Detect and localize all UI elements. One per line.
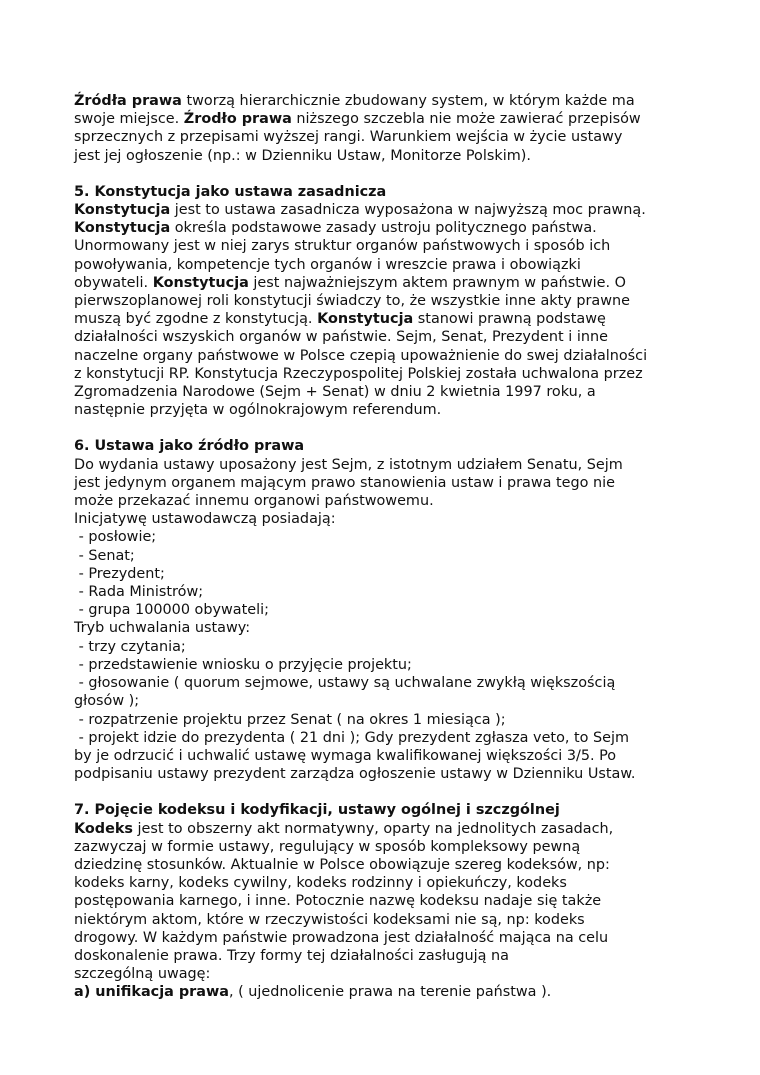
text-line: z konstytucji RP. Konstytucja Rzeczypospolitej Polskiej została uchwalona przez [74,365,643,382]
text-line: Tryb uchwalania ustawy: [74,620,251,637]
section-6 [74,437,704,783]
text-line: Źródła prawa tworzą hierarchicznie zbudowany system, w którym każde ma [74,93,635,109]
list-item: - Rada Ministrów; [74,584,204,601]
text-line: sprzecznych z przepisami wyższej rangi. Warunkiem wejścia w życie ustawy [74,129,623,146]
bold-term: Źrodło prawa [183,111,292,128]
text-line: może przekazać innemu organowi państwowemu. [74,493,434,510]
text-line: Konstytucja określa podstawowe zasady ustroju politycznego państwa. [74,220,597,237]
bold-term: Konstytucja [74,202,171,219]
text-line: Zgromadzenia Narodowe (Sejm + Senat) w dniu 2 kwietnia 1997 roku, a [74,384,596,401]
text-line: postępowania karnego, i inne. Potocznie nazwę kodeksu nadaje się także [74,893,602,910]
text-line: Kodeks jest to obszerny akt normatywny, oparty na jednolitych zasadach, [74,820,614,837]
text-line: głosów ); [74,693,140,710]
bold-term: Konstytucja [317,311,414,328]
text-line: naczelne organy państwowe w Polsce czepią upoważnienie do swej działalności [74,347,648,364]
list-item: - grupa 100000 obywateli; [74,602,269,619]
text-line: Konstytucja jest to ustawa zasadnicza wyposażona w najwyższą moc prawną. [74,202,646,219]
section-heading: 5. Konstytucja jako ustawa zasadnicza [74,183,387,200]
text-line: jest jedynym organem mającym prawo stanowienia ustaw i prawa tego nie [74,474,616,491]
section-7 [74,801,704,1001]
text-line: powoływania, kompetencje tych organów i wreszcie prawa i obowiązki [74,256,581,273]
bold-term: a) unifikacja prawa [74,984,229,1001]
intro-paragraph [74,92,704,165]
list-item: - Senat; [74,547,135,564]
list-item: - głosowanie ( quorum sejmowe, ustawy są uchwalane zwykłą większością [74,675,616,692]
bold-term: Konstytucja [74,220,171,237]
text-line: swoje miejsce. Źrodło prawa niższego szczebla nie może zawierać przepisów [74,111,641,128]
text-line: jest jej ogłoszenie (np.: w Dzienniku Ustaw, Monitorze Polskim). [74,147,531,164]
section-5 [74,183,704,420]
list-item: - Prezydent; [74,565,165,582]
text-line: obywateli. Konstytucja jest najważniejszym aktem prawnym w państwie. O [74,274,626,291]
text-line: niektórym aktom, które w rzeczywistości kodeksami nie są, np: kodeks [74,911,585,928]
document-body [74,92,704,1002]
text-line: szczególną uwagę: [74,966,211,983]
section-heading: 7. Pojęcie kodeksu i kodyfikacji, ustawy ogólnej i szczgólnej [74,802,560,819]
list-item: - rozpatrzenie projektu przez Senat ( na okres 1 miesiąca ); [74,711,506,728]
text-line: zazwyczaj w formie ustawy, regulujący w sposób kompleksowy pewną [74,838,581,855]
text-line: pierwszoplanowej roli konstytucji świadczy to, że wszystkie inne akty prawne [74,293,630,310]
list-item: - projekt idzie do prezydenta ( 21 dni ); Gdy prezydent zgłasza veto, to Sejm [74,729,630,746]
text-line: a) unifikacja prawa, ( ujednolicenie prawa na terenie państwa ). [74,984,552,1001]
text-line: by je odrzucić i uchwalić ustawę wymaga kwalifikowanej większości 3/5. Po [74,747,617,764]
list-item: - trzy czytania; [74,638,186,655]
list-item: - posłowie; [74,529,157,546]
text-line: dziedzinę stosunków. Aktualnie w Polsce obowiązuje szereg kodeksów, np: [74,856,610,873]
section-heading: 6. Ustawa jako źródło prawa [74,438,305,455]
text-line: doskonalenie prawa. Trzy formy tej działalności zasługują na [74,947,509,964]
text-line: podpisaniu ustawy prezydent zarządza ogłoszenie ustawy w Dzienniku Ustaw. [74,766,636,783]
text-line: kodeks karny, kodeks cywilny, kodeks rodzinny i opiekuńczy, kodeks [74,875,567,892]
text-line: drogowy. W każdym państwie prowadzona jest działalność mająca na celu [74,929,609,946]
bold-term: Konstytucja [152,274,249,291]
list-item: - przedstawienie wniosku o przyjęcie projektu; [74,656,412,673]
text-line: działalności wszyskich organów w państwie. Sejm, Senat, Prezydent i inne [74,329,608,346]
text-line: Do wydania ustawy uposażony jest Sejm, z istotnym udziałem Senatu, Sejm [74,456,623,473]
text-line: Inicjatywę ustawodawczą posiadają: [74,511,336,528]
text-line: Unormowany jest w niej zarys struktur organów państwowych i sposób ich [74,238,611,255]
text-line: muszą być zgodne z konstytucją. Konstytucja stanowi prawną podstawę [74,311,606,328]
bold-term: Kodeks [74,820,133,837]
bold-term: Źródła prawa [74,93,182,109]
text-line: następnie przyjęta w ogólnokrajowym referendum. [74,402,442,419]
